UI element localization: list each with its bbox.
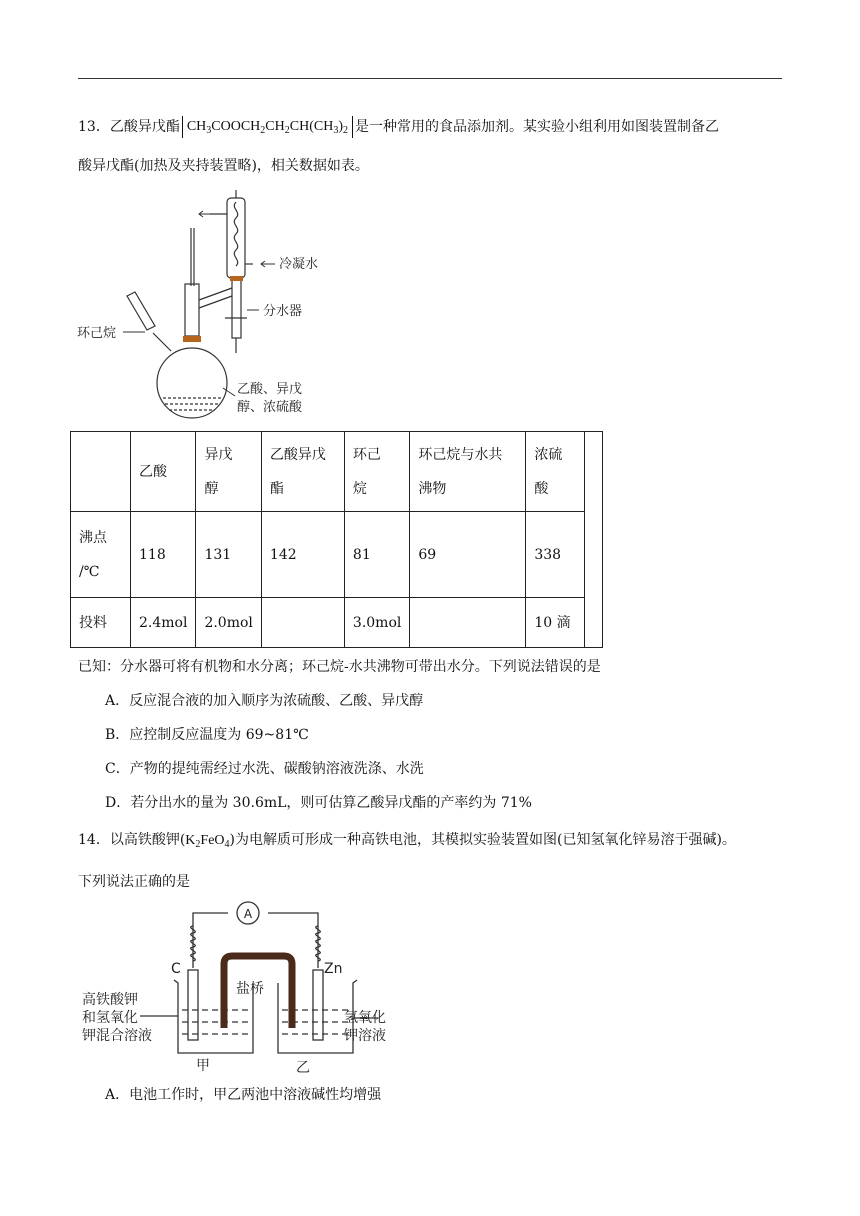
q13-data-table	[70, 431, 603, 648]
q14-formula: $K_2FeO_4$	[185, 833, 230, 850]
table-spacer-cell	[585, 432, 603, 648]
label-water-separator: 分水器	[263, 304, 303, 319]
table-cell: 2.0mol	[196, 598, 261, 648]
label-salt-bridge: 盐桥	[236, 981, 264, 997]
label-right-beaker: 乙	[296, 1060, 310, 1076]
label-flask-contents-1: 乙酸、异戊	[237, 382, 303, 397]
table-cell	[261, 598, 344, 648]
table-cell: 118	[131, 512, 196, 598]
ammeter-icon: A	[243, 907, 253, 921]
q14-suffix: )为电解质可形成一种高铁电池，其模拟实验装置如图(已知氢氧化锌易溶于强碱)。	[229, 832, 736, 848]
table-cell: 142	[261, 512, 344, 598]
label-cyclohexane: 环己烷	[77, 326, 117, 341]
header-rule	[78, 78, 782, 79]
table-cell: 沸点 /℃	[71, 512, 131, 598]
label-right-solution-2: 钾溶液	[344, 1028, 386, 1044]
q13-option-a: A．反应混合液的加入顺序为浓硫酸、乙酸、异戊醇	[105, 693, 424, 709]
label-left-solution-1: 高铁酸钾	[82, 992, 138, 1008]
table-cell	[410, 598, 526, 648]
q13-formula: $CH_3COOCH_2CH_2CH(CH_3)_2$	[182, 116, 353, 138]
label-right-solution-1: 氢氧化	[344, 1010, 386, 1026]
q13-suffix: 是一种常用的食品添加剂。某实验小组利用如图装置制备乙	[354, 119, 719, 135]
q13-stem-line2: 酸异戊酯(加热及夹持装置略)，相关数据如表。	[78, 158, 369, 174]
table-cell: 环己烷与水共 沸物	[410, 432, 526, 512]
q14-prefix: 14．以高铁酸钾(	[78, 832, 186, 848]
table-cell: 乙酸	[131, 432, 196, 512]
label-condenser-water: 冷凝水	[279, 257, 319, 272]
q13-prefix: 13．乙酸异戊酯	[78, 119, 180, 135]
q14-option-a: A．电池工作时，甲乙两池中溶液碱性均增强	[105, 1087, 382, 1103]
table-cell: 81	[344, 512, 409, 598]
q13-option-c: C．产物的提纯需经过水洗、碳酸钠溶液洗涤、水洗	[105, 761, 424, 777]
table-cell: 投料	[71, 598, 131, 648]
q13-option-b: B．应控制反应温度为 69~81℃	[105, 727, 309, 743]
label-left-solution-3: 钾混合溶液	[82, 1028, 152, 1044]
table-row	[71, 512, 603, 598]
table-cell: 131	[196, 512, 261, 598]
table-row	[71, 598, 603, 648]
table-cell: 异戊 醇	[196, 432, 261, 512]
label-left-beaker: 甲	[196, 1058, 210, 1074]
q14-stem-line1	[78, 830, 736, 855]
table-cell	[71, 432, 131, 512]
table-cell: 69	[410, 512, 526, 598]
table-cell: 338	[526, 512, 585, 598]
q14-cell-figure	[78, 898, 418, 1078]
q13-apparatus-figure	[75, 188, 345, 423]
table-header-row	[71, 432, 603, 512]
table-cell: 浓硫 酸	[526, 432, 585, 512]
table-cell: 环己 烷	[344, 432, 409, 512]
table-cell: 乙酸异戊 酯	[261, 432, 344, 512]
table-cell: 10 滴	[526, 598, 585, 648]
q13-note: 已知：分水器可将有机物和水分离；环己烷-水共沸物可带出水分。下列说法错误的是	[78, 659, 601, 675]
label-carbon-electrode: C	[171, 961, 181, 977]
label-zinc-electrode: Zn	[324, 961, 343, 977]
q13-stem-line1	[78, 116, 719, 138]
label-left-solution-2: 和氢氧化	[82, 1010, 138, 1026]
label-flask-contents-2: 醇、浓硫酸	[237, 400, 303, 415]
table-cell: 2.4mol	[131, 598, 196, 648]
q13-option-d: D．若分出水的量为 30.6mL，则可估算乙酸异戊酯的产率约为 71%	[105, 795, 532, 811]
q14-stem-line2: 下列说法正确的是	[78, 874, 190, 890]
table-cell: 3.0mol	[344, 598, 409, 648]
